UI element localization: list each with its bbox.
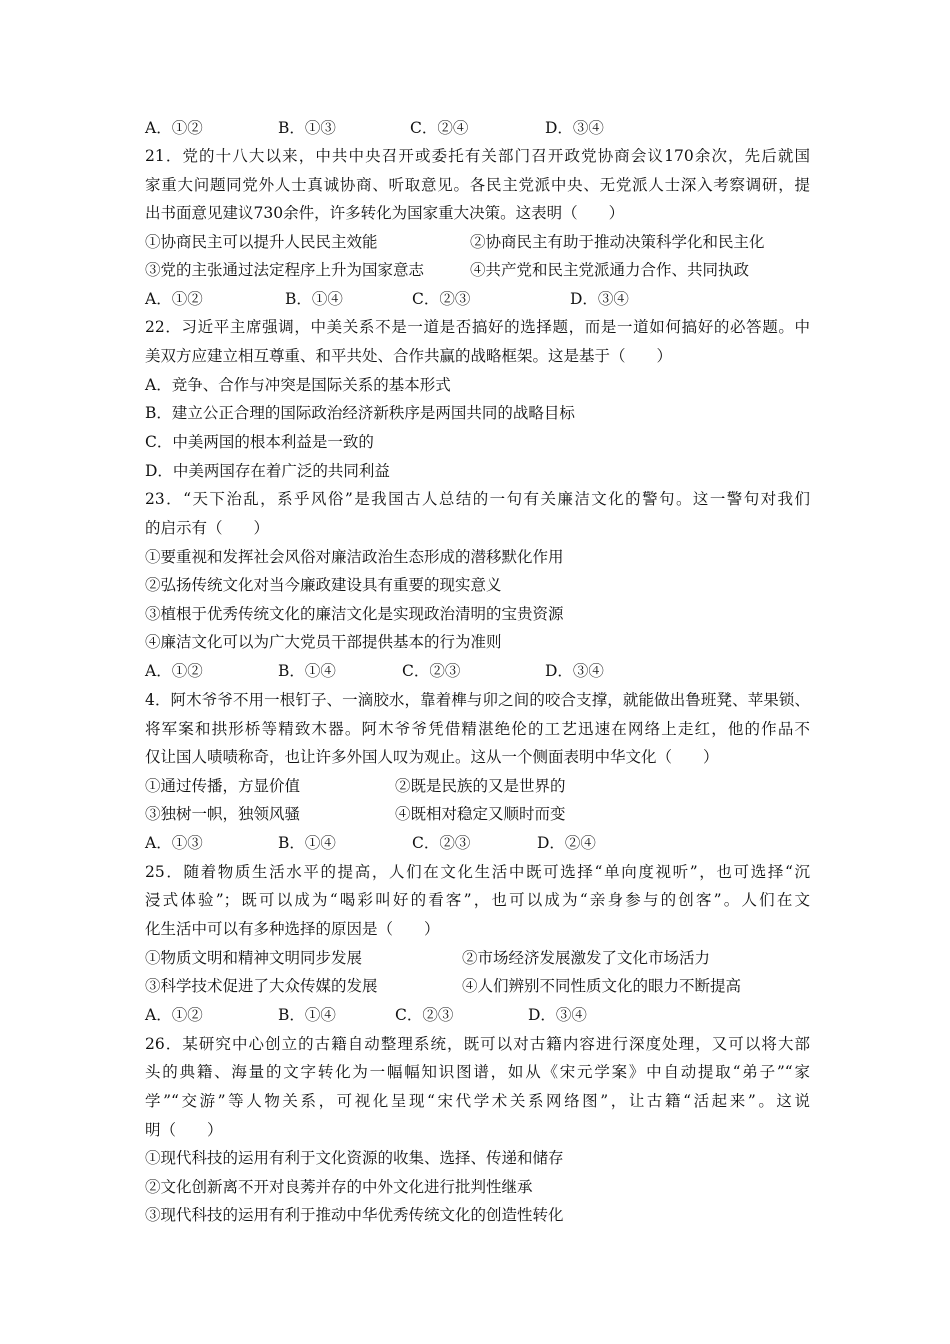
statement: ③植根于优秀传统文化的廉洁文化是实现政治清明的宝贵资源 [145, 605, 564, 623]
statement: ④既相对稳定又顺时而变 [395, 805, 566, 823]
answer-option[interactable]: B．①④ [285, 290, 343, 308]
question-text-line: 22．习近平主席强调，中美关系不是一道是否搞好的选择题，而是一道如何搞好的必答题。中 [145, 318, 810, 336]
statement: ④廉洁文化可以为广大党员干部提供基本的行为准则 [145, 633, 502, 651]
question-text-line: 化生活中可以有多种选择的原因是（ ） [145, 920, 440, 938]
answer-option[interactable]: C．②④ [410, 119, 469, 137]
question-text-line: 浸式体验”；既可以成为“喝彩叫好的看客”，也可以成为“亲身参与的创客”。人们在文 [145, 891, 810, 909]
answer-option[interactable]: B．①③ [278, 119, 336, 137]
answer-option[interactable]: C．②③ [395, 1006, 454, 1024]
question-text-line: 仅让国人啧啧称奇，也让许多外国人叹为观止。这从一个侧面表明中华文化（ ） [145, 748, 719, 766]
answer-option[interactable]: B．①④ [278, 662, 336, 680]
statement: ①要重视和发挥社会风俗对廉洁政治生态形成的潜移默化作用 [145, 548, 564, 566]
answer-option[interactable]: B．建立公正合理的国际政治经济新秩序是两国共同的战略目标 [145, 404, 575, 422]
statement: ②文化创新离不开对良莠并存的中外文化进行批判性继承 [145, 1178, 533, 1196]
statement: ③科学技术促进了大众传媒的发展 [145, 977, 378, 995]
question-text-line: 家重大问题同党外人士真诚协商、听取意见。各民主党派中央、无党派人士深入考察调研，提 [145, 176, 810, 194]
answer-option[interactable]: C．中美两国的根本利益是一致的 [145, 433, 374, 451]
answer-option[interactable]: A．①② [145, 662, 203, 680]
answer-option[interactable]: B．①④ [278, 1006, 336, 1024]
answer-option[interactable]: C．②③ [412, 290, 471, 308]
answer-option[interactable]: C．②③ [402, 662, 461, 680]
statement: ②既是民族的又是世界的 [395, 777, 566, 795]
statement: ②市场经济发展激发了文化市场活力 [462, 949, 711, 967]
question-text-line: 26．某研究中心创立的古籍自动整理系统，既可以对古籍内容进行深度处理，又可以将大部 [145, 1035, 810, 1053]
statement: ①协商民主可以提升人民民主效能 [145, 233, 378, 251]
question-text-line: 21．党的十八大以来，中共中央召开或委托有关部门召开政党协商会议170余次，先后就国 [145, 147, 810, 165]
statement: ③现代科技的运用有利于推动中华优秀传统文化的创造性转化 [145, 1206, 564, 1224]
answer-option[interactable]: A．①② [145, 1006, 203, 1024]
statement: ①通过传播，方显价值 [145, 777, 301, 795]
statement: ④共产党和民主党派通力合作、共同执政 [470, 261, 750, 279]
question-text-line: 23．“天下治乱，系乎风俗”是我国古人总结的一句有关廉洁文化的警句。这一警句对我们 [145, 490, 810, 508]
statement: ③党的主张通过法定程序上升为国家意志 [145, 261, 425, 279]
question-text-line: 明（ ） [145, 1121, 223, 1139]
statement: ③独树一帜，独领风骚 [145, 805, 301, 823]
answer-option[interactable]: D．②④ [537, 834, 596, 852]
question-text-line: 的启示有（ ） [145, 519, 270, 537]
statement: ④人们辨别不同性质文化的眼力不断提高 [462, 977, 742, 995]
statement: ②协商民主有助于推动决策科学化和民主化 [470, 233, 765, 251]
question-text-line: 25．随着物质生活水平的提高，人们在文化生活中既可选择“单向度视听”，也可选择“沉 [145, 863, 810, 881]
question-text-line: 出书面意见建议730余件，许多转化为国家重大决策。这表明（ ） [145, 204, 625, 222]
question-text-line: 将军案和拱形桥等精致木器。阿木爷爷凭借精湛绝伦的工艺迅速在网络上走红，他的作品不 [145, 720, 810, 738]
statement: ②弘扬传统文化对当今廉政建设具有重要的现实意义 [145, 576, 502, 594]
answer-option[interactable]: D．③④ [528, 1006, 587, 1024]
answer-option[interactable]: D．③④ [545, 119, 604, 137]
answer-option[interactable]: A．①② [145, 119, 203, 137]
answer-option[interactable]: D．③④ [570, 290, 629, 308]
statement: ①物质文明和精神文明同步发展 [145, 949, 363, 967]
answer-option[interactable]: C．②③ [412, 834, 471, 852]
question-text-line: 美双方应建立相互尊重、和平共处、合作共赢的战略框架。这是基于（ ） [145, 347, 673, 365]
answer-option[interactable]: D．中美两国存在着广泛的共同利益 [145, 462, 390, 480]
question-text-line: 4．阿木爷爷不用一根钉子、一滴胶水，靠着榫与卯之间的咬合支撑，就能做出鲁班凳、苹果锁、 [145, 691, 810, 709]
question-text-line: 学”“交游”等人物关系，可视化呈现“宋代学术关系网络图”，让古籍“活起来”。这说 [145, 1092, 810, 1110]
answer-option[interactable]: A．①② [145, 290, 203, 308]
answer-option[interactable]: D．③④ [545, 662, 604, 680]
answer-option[interactable]: A．①③ [145, 834, 203, 852]
statement: ①现代科技的运用有利于文化资源的收集、选择、传递和储存 [145, 1149, 564, 1167]
answer-option[interactable]: B．①④ [278, 834, 336, 852]
question-text-line: 头的典籍、海量的文字转化为一幅幅知识图谱，如从《宋元学案》中自动提取“弟子”“家 [145, 1063, 810, 1081]
answer-option[interactable]: A．竞争、合作与冲突是国际关系的基本形式 [145, 376, 451, 394]
